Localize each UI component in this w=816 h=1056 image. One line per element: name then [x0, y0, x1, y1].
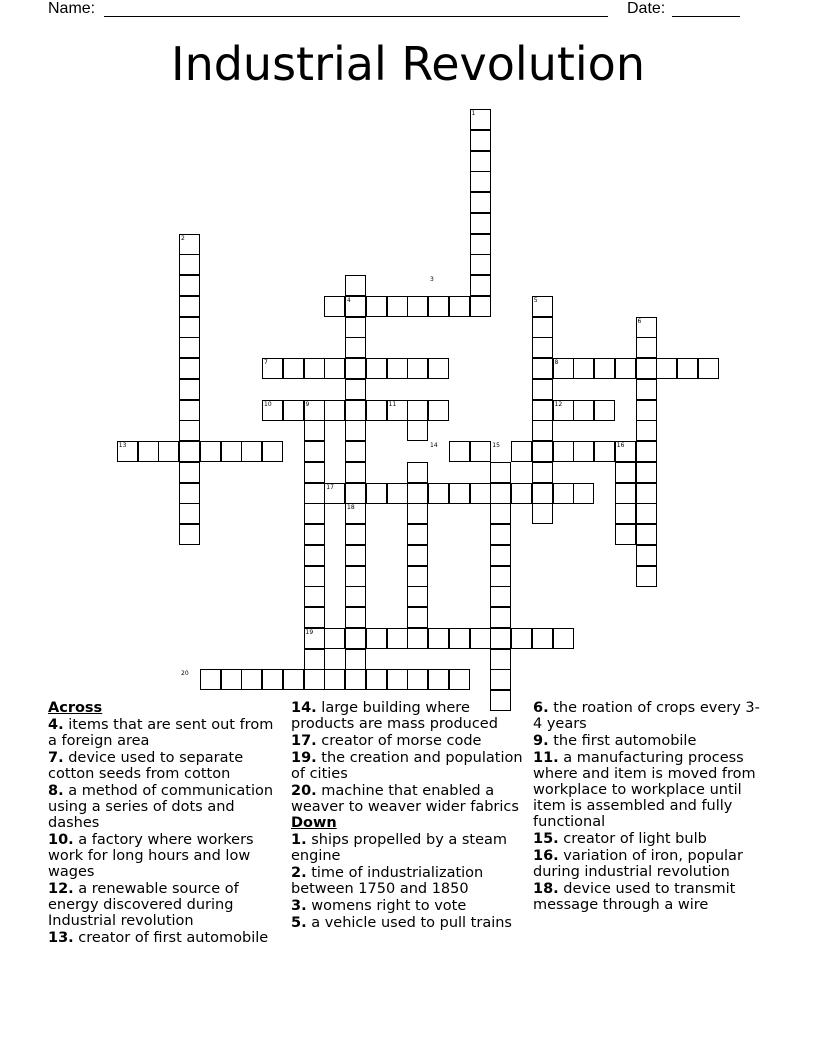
- grid-cell[interactable]: [407, 462, 428, 483]
- grid-cell[interactable]: [138, 441, 159, 462]
- grid-cell[interactable]: [428, 358, 449, 379]
- clue-number: 20: [181, 670, 189, 678]
- grid-cell[interactable]: [407, 586, 428, 607]
- clue-item: [533, 831, 769, 847]
- grid-cell[interactable]: [532, 317, 553, 338]
- grid-cell[interactable]: [636, 483, 657, 504]
- clue-item-number: 10.: [48, 831, 74, 848]
- grid-cell[interactable]: [636, 400, 657, 421]
- grid-cell[interactable]: [387, 358, 408, 379]
- name-label: Name:: [48, 0, 96, 17]
- grid-cell[interactable]: [407, 607, 428, 628]
- grid-cell[interactable]: [221, 669, 242, 690]
- clue-item-text: items that are sent out from a foreign area: [48, 716, 274, 749]
- clue-item-text: the first automobile: [553, 732, 697, 749]
- grid-cell[interactable]: [636, 566, 657, 587]
- clue-number: 12: [554, 400, 563, 408]
- grid-cell[interactable]: [345, 649, 366, 670]
- grid-cell[interactable]: [304, 503, 325, 524]
- grid-cell[interactable]: [470, 441, 491, 462]
- grid-cell[interactable]: [490, 545, 511, 566]
- clue-number: 8: [554, 359, 559, 366]
- grid-cell[interactable]: [573, 358, 594, 379]
- grid-cell[interactable]: [470, 151, 491, 172]
- grid-cell[interactable]: [179, 462, 200, 483]
- grid-cell[interactable]: [470, 275, 491, 296]
- clue-item-text: a renewable source of energy discovered during Industrial revolution: [48, 880, 239, 930]
- clue-item-number: 4.: [48, 716, 64, 733]
- grid-cell[interactable]: [428, 628, 449, 649]
- grid-cell[interactable]: [304, 669, 325, 690]
- grid-cell[interactable]: [366, 400, 387, 421]
- clues-column-1: [48, 700, 284, 947]
- grid-cell[interactable]: [407, 420, 428, 441]
- grid-cell[interactable]: [470, 192, 491, 213]
- grid-cell[interactable]: [283, 400, 304, 421]
- grid-cell[interactable]: [345, 379, 366, 400]
- clue-item: [48, 832, 284, 881]
- clue-number: 15: [492, 442, 500, 449]
- grid-cell[interactable]: [615, 503, 636, 524]
- grid-cell[interactable]: [636, 337, 657, 358]
- grid-cell[interactable]: [366, 669, 387, 690]
- clue-item-number: 13.: [48, 929, 74, 946]
- grid-cell[interactable]: [345, 317, 366, 338]
- clue-item-number: 8.: [48, 782, 64, 799]
- grid-cell[interactable]: [615, 483, 636, 504]
- grid-cell[interactable]: [511, 483, 532, 504]
- clue-item-text: device used to transmit message through a wire: [533, 880, 736, 913]
- grid-cell[interactable]: [532, 483, 553, 504]
- clue-number: 17: [326, 483, 334, 491]
- grid-cell[interactable]: [511, 628, 532, 649]
- clue-item-text: the creation and population of cities: [291, 749, 523, 782]
- grid-cell[interactable]: [179, 503, 200, 524]
- clue-number: 1: [471, 110, 476, 117]
- clue-item-text: large building where products are mass produced: [291, 700, 498, 733]
- grid-cell[interactable]: [615, 524, 636, 545]
- grid-cell[interactable]: [407, 483, 428, 504]
- grid-cell[interactable]: [179, 524, 200, 545]
- grid-cell[interactable]: [407, 566, 428, 587]
- clue-item-number: 16.: [533, 847, 559, 864]
- grid-cell[interactable]: [449, 669, 470, 690]
- grid-cell[interactable]: [573, 441, 594, 462]
- grid-cell[interactable]: [470, 296, 491, 317]
- grid-cell[interactable]: [324, 400, 345, 421]
- grid-cell[interactable]: [304, 441, 325, 462]
- clue-item-text: a manufacturing process where and item is moved from workplace to workplace until item is assembled and fully functional: [533, 749, 756, 831]
- clue-item: [291, 865, 527, 897]
- grid-cell[interactable]: [594, 400, 615, 421]
- grid-cell[interactable]: [179, 379, 200, 400]
- clue-number: 6: [637, 317, 642, 325]
- grid-cell[interactable]: [304, 586, 325, 607]
- grid-cell[interactable]: [179, 317, 200, 338]
- grid-cell[interactable]: [241, 441, 262, 462]
- clue-item-number: 2.: [291, 865, 307, 882]
- clue-item-text: variation of iron, popular during industrial revolution: [533, 847, 743, 881]
- grid-cell[interactable]: [387, 669, 408, 690]
- grid-cell[interactable]: [532, 337, 553, 358]
- grid-cell[interactable]: [636, 503, 657, 524]
- clue-item-number: 18.: [533, 880, 559, 897]
- grid-cell[interactable]: [345, 586, 366, 607]
- clue-item-text: time of industrialization between 1750 and 1850: [291, 865, 484, 898]
- clue-number: 9: [305, 400, 310, 408]
- clue-item-number: 20.: [291, 782, 317, 799]
- grid-cell[interactable]: [470, 130, 491, 151]
- grid-cell[interactable]: [304, 607, 325, 628]
- date-label: Date:: [627, 0, 666, 17]
- grid-cell[interactable]: [532, 441, 553, 462]
- grid-cell[interactable]: [262, 441, 283, 462]
- grid-cell[interactable]: [283, 358, 304, 379]
- clue-item-text: a factory where workers work for long hours and low wages: [48, 831, 254, 881]
- grid-cell[interactable]: [221, 441, 242, 462]
- grid-cell[interactable]: [262, 669, 283, 690]
- grid-cell[interactable]: [490, 524, 511, 545]
- grid-cell[interactable]: [324, 669, 345, 690]
- clue-item-number: 14.: [291, 700, 317, 716]
- grid-cell[interactable]: [449, 628, 470, 649]
- grid-cell[interactable]: [345, 607, 366, 628]
- clue-item-number: 5.: [291, 914, 307, 931]
- grid-cell[interactable]: [179, 358, 200, 379]
- grid-cell[interactable]: [677, 358, 698, 379]
- clue-item-text: ships propelled by a steam engine: [291, 832, 508, 865]
- grid-cell[interactable]: [594, 358, 615, 379]
- grid-cell[interactable]: [636, 379, 657, 400]
- grid-cell[interactable]: [304, 566, 325, 587]
- grid-cell[interactable]: [532, 628, 553, 649]
- clue-number: 18: [347, 504, 355, 512]
- clue-item-number: 19.: [291, 749, 317, 766]
- clue-item-number: 6.: [533, 700, 549, 716]
- clue-item-text: the roation of crops every 3-4 years: [533, 700, 760, 733]
- clue-number: 19: [305, 628, 314, 636]
- grid-cell[interactable]: [407, 628, 428, 649]
- clue-item: [48, 930, 284, 946]
- grid-cell[interactable]: [304, 358, 325, 379]
- clue-number: 13: [118, 442, 127, 449]
- grid-cell[interactable]: [283, 669, 304, 690]
- across-heading: Across: [48, 700, 103, 716]
- grid-cell[interactable]: [490, 649, 511, 670]
- clue-item-text: creator of light bulb: [563, 831, 707, 848]
- clue-item: [533, 848, 769, 880]
- grid-cell[interactable]: [179, 275, 200, 296]
- grid-cell[interactable]: [490, 669, 511, 690]
- clue-item-text: a method of communication using a series of dots and dashes: [48, 782, 274, 831]
- grid-cell[interactable]: [324, 296, 345, 317]
- clue-number: 2: [181, 234, 185, 242]
- grid-cell[interactable]: [490, 566, 511, 587]
- grid-cell[interactable]: [407, 545, 428, 566]
- grid-cell[interactable]: [615, 462, 636, 483]
- clues-column-2: [291, 700, 527, 931]
- grid-cell[interactable]: [470, 254, 491, 275]
- grid-cell[interactable]: [532, 503, 553, 524]
- grid-cell[interactable]: [656, 358, 677, 379]
- page-title: Industrial Revolution: [171, 37, 645, 91]
- grid-cell[interactable]: [532, 400, 553, 421]
- grid-cell[interactable]: [490, 628, 511, 649]
- clue-item-number: 3.: [291, 897, 307, 914]
- grid-cell[interactable]: [698, 358, 719, 379]
- grid-cell[interactable]: [407, 358, 428, 379]
- grid-cell[interactable]: [200, 669, 221, 690]
- grid-cell[interactable]: [345, 462, 366, 483]
- grid-cell[interactable]: [470, 171, 491, 192]
- clue-number: 5: [533, 296, 538, 304]
- clue-item-number: 9.: [533, 732, 549, 749]
- clue-item-text: machine that enabled a weaver to weaver wider fabrics: [291, 782, 519, 815]
- clue-number: 4: [347, 296, 351, 304]
- clue-number: 16: [616, 442, 625, 449]
- grid-cell[interactable]: [345, 628, 366, 649]
- grid-cell[interactable]: [490, 503, 511, 524]
- grid-cell[interactable]: [407, 400, 428, 421]
- clue-item: [533, 733, 769, 749]
- grid-cell[interactable]: [490, 462, 511, 483]
- clue-item: [291, 700, 527, 732]
- grid-cell[interactable]: [345, 337, 366, 358]
- grid-cell[interactable]: [345, 524, 366, 545]
- grid-cell[interactable]: [636, 545, 657, 566]
- grid-cell[interactable]: [304, 483, 325, 504]
- grid-cell[interactable]: [532, 379, 553, 400]
- grid-cell[interactable]: [573, 483, 594, 504]
- grid-cell[interactable]: [470, 234, 491, 255]
- grid-cell[interactable]: [553, 628, 574, 649]
- clue-item-number: 7.: [48, 749, 64, 766]
- clue-item: [48, 881, 284, 930]
- grid-cell[interactable]: [387, 628, 408, 649]
- clue-number: 7: [264, 359, 268, 366]
- grid-cell[interactable]: [304, 462, 325, 483]
- grid-cell[interactable]: [324, 628, 345, 649]
- clue-item: [48, 783, 284, 832]
- clue-item-number: 11.: [533, 749, 559, 766]
- grid-cell[interactable]: [366, 358, 387, 379]
- clue-item: [291, 915, 527, 931]
- grid-cell[interactable]: [304, 420, 325, 441]
- grid-cell[interactable]: [407, 503, 428, 524]
- grid-cell[interactable]: [158, 441, 179, 462]
- clue-item-text: creator of first automobile: [78, 929, 269, 946]
- grid-cell[interactable]: [553, 441, 574, 462]
- clue-number: 3: [430, 276, 434, 283]
- grid-cell[interactable]: [407, 524, 428, 545]
- grid-cell[interactable]: [532, 462, 553, 483]
- grid-cell[interactable]: [387, 483, 408, 504]
- clue-item-number: 17.: [291, 732, 317, 749]
- grid-cell[interactable]: [428, 296, 449, 317]
- grid-cell[interactable]: [179, 420, 200, 441]
- grid-cell[interactable]: [241, 669, 262, 690]
- clue-number: 14: [430, 442, 438, 449]
- grid-cell[interactable]: [490, 607, 511, 628]
- grid-cell[interactable]: [449, 441, 470, 462]
- grid-cell[interactable]: [179, 296, 200, 317]
- grid-cell[interactable]: [179, 483, 200, 504]
- clue-item: [533, 750, 769, 831]
- grid-cell[interactable]: [304, 524, 325, 545]
- grid-cell[interactable]: [428, 483, 449, 504]
- grid-cell[interactable]: [428, 400, 449, 421]
- clues-column-3: [533, 700, 769, 914]
- grid-cell[interactable]: [636, 441, 657, 462]
- clue-item: [291, 898, 527, 914]
- grid-cell[interactable]: [470, 213, 491, 234]
- grid-cell[interactable]: [636, 358, 657, 379]
- grid-cell[interactable]: [179, 400, 200, 421]
- clue-item-text: creator of morse code: [321, 732, 482, 749]
- grid-cell[interactable]: [345, 545, 366, 566]
- grid-cell[interactable]: [345, 275, 366, 296]
- grid-cell[interactable]: [490, 586, 511, 607]
- grid-cell[interactable]: [449, 296, 470, 317]
- grid-cell[interactable]: [615, 358, 636, 379]
- grid-cell[interactable]: [636, 462, 657, 483]
- grid-cell[interactable]: [490, 483, 511, 504]
- clue-number: 11: [388, 400, 397, 408]
- grid-cell[interactable]: [304, 649, 325, 670]
- clue-number: 10: [264, 400, 272, 408]
- grid-cell[interactable]: [345, 483, 366, 504]
- grid-cell[interactable]: [636, 524, 657, 545]
- grid-cell[interactable]: [324, 358, 345, 379]
- grid-cell[interactable]: [407, 669, 428, 690]
- grid-cell[interactable]: [366, 483, 387, 504]
- grid-cell[interactable]: [532, 358, 553, 379]
- clue-item: [48, 750, 284, 782]
- grid-cell[interactable]: [179, 441, 200, 462]
- clue-item-text: a vehicle used to pull trains: [311, 914, 512, 931]
- grid-cell[interactable]: [594, 441, 615, 462]
- clue-item: [291, 783, 527, 815]
- clue-item-number: 1.: [291, 832, 307, 849]
- grid-cell[interactable]: [387, 296, 408, 317]
- grid-cell[interactable]: [345, 669, 366, 690]
- grid-cell[interactable]: [553, 483, 574, 504]
- grid-cell[interactable]: [428, 669, 449, 690]
- clue-item: [291, 750, 527, 782]
- grid-cell[interactable]: [345, 566, 366, 587]
- grid-cell[interactable]: [470, 483, 491, 504]
- grid-cell[interactable]: [407, 296, 428, 317]
- grid-cell[interactable]: [511, 441, 532, 462]
- clue-item-text: device used to separate cotton seeds from cotton: [48, 749, 244, 782]
- clue-item: [291, 832, 527, 864]
- grid-cell[interactable]: [304, 545, 325, 566]
- grid-cell[interactable]: [366, 628, 387, 649]
- grid-cell[interactable]: [532, 420, 553, 441]
- grid-cell[interactable]: [179, 254, 200, 275]
- grid-cell[interactable]: [366, 296, 387, 317]
- grid-cell[interactable]: [573, 400, 594, 421]
- grid-cell[interactable]: [179, 337, 200, 358]
- clue-item-number: 12.: [48, 880, 74, 897]
- grid-cell[interactable]: [449, 483, 470, 504]
- grid-cell[interactable]: [345, 400, 366, 421]
- grid-cell[interactable]: [470, 628, 491, 649]
- grid-cell[interactable]: [200, 441, 221, 462]
- clue-item: [291, 733, 527, 749]
- down-heading: Down: [291, 815, 337, 832]
- grid-cell[interactable]: [345, 420, 366, 441]
- clue-item: [533, 700, 769, 732]
- clue-item-number: 15.: [533, 831, 559, 848]
- clue-item: [48, 717, 284, 749]
- clue-item: [533, 881, 769, 913]
- grid-cell[interactable]: [345, 441, 366, 462]
- grid-cell[interactable]: [345, 358, 366, 379]
- grid-cell[interactable]: [636, 420, 657, 441]
- clue-item-text: womens right to vote: [311, 897, 467, 914]
